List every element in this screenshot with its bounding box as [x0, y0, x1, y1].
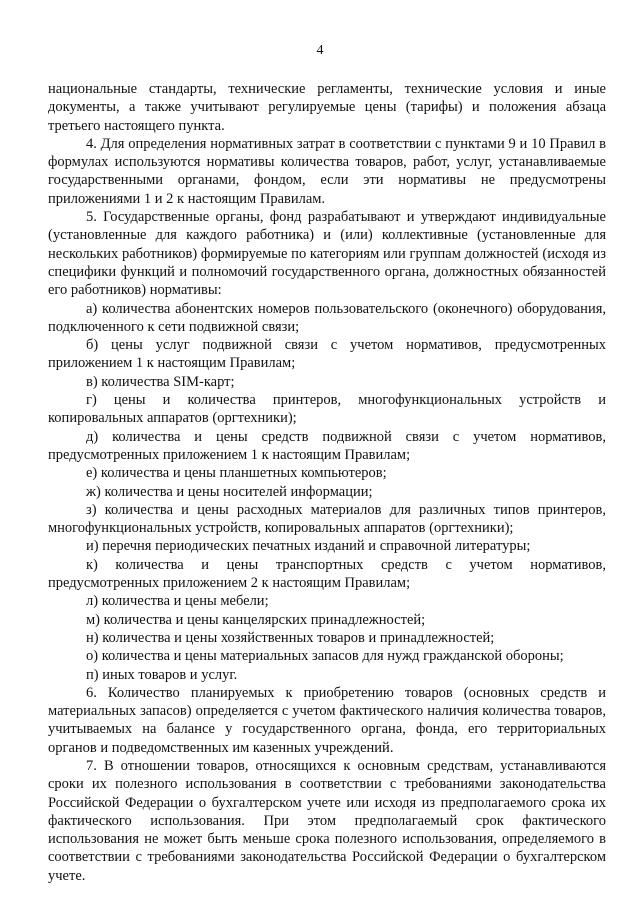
paragraph-item-5: 5. Государственные органы, фонд разрабатывают и утверждают индивидуальные (установленные для каждого работника) и (или) коллективные (установленные для нескольких работников) формируемые по категориям или группам должностей (исходя из специфики функций и полномочий государственного органа, должностных обязанностей его работников) нормативы:	[48, 209, 606, 299]
paragraph-item-7: 7. В отношении товаров, относящихся к основным средствам, устанавливаются сроки их полезного использования в соответствии с требованиями законодательства Российской Федерации о бухгалтерском учете или исходя из предполагаемого срока их фактического использования. При этом предполагаемый срок фактического использования не может быть меньше срока полезного использования, определяемого в соответствии с требованиями законодательства Российской Федерации о бухгалтерском учете.	[48, 757, 606, 884]
subitem-g: г) цены и количества принтеров, многофункциональных устройств и копировальных аппаратов (оргтехники);	[48, 392, 606, 427]
page-number: 4	[316, 43, 324, 58]
subitem-i: и) перечня периодических печатных изданий и справочной литературы;	[86, 538, 531, 555]
subitem-k: к) количества и цены транспортных средств с учетом нормативов, предусмотренных приложением 2 к настоящим Правилам;	[48, 556, 606, 592]
subitem-z: з) количества и цены расходных материалов для различных типов принтеров, многофункциональных устройств, копировальных аппаратов (оргтехники);	[48, 501, 606, 537]
document-body	[48, 80, 606, 885]
subitem-zh: ж) количества и цены носителей информации;	[86, 483, 373, 500]
paragraph-item-4: 4. Для определения нормативных затрат в соответствии с пунктами 9 и 10 Правил в формулах используются нормативы количества товаров, работ, услуг, устанавливаемые государственными органами, фондом, если эти нормативы не предусмотрены приложениями 1 и 2 к настоящим Правилам.	[48, 135, 606, 207]
subitem-n: н) количества и цены хозяйственных товаров и принадлежностей;	[86, 629, 495, 646]
subitem-b: б) цены услуг подвижной связи с учетом нормативов, предусмотренных приложением 1 к настоящим Правилам;	[48, 337, 606, 372]
subitem-d: д) количества и цены средств подвижной связи с учетом нормативов, предусмотренных приложением 1 к настоящим Правилам;	[48, 428, 606, 463]
subitem-e: е) количества и цены планшетных компьютеров;	[86, 465, 387, 482]
paragraph-continuation: национальные стандарты, технические регламенты, технические условия и иные документы, а также учитывают регулируемые цены (тарифы) и положения абзаца третьего настоящего пункта.	[48, 81, 606, 134]
subitem-p: п) иных товаров и услуг.	[86, 666, 238, 683]
subitem-v: в) количества SIM-карт;	[86, 373, 235, 390]
subitem-m: м) количества и цены канцелярских принадлежностей;	[86, 611, 426, 628]
subitem-o: о) количества и цены материальных запасов для нужд гражданской обороны;	[86, 648, 564, 665]
subitem-l: л) количества и цены мебели;	[86, 593, 269, 610]
subitem-a: а) количества абонентских номеров пользовательского (оконечного) оборудования, подключенного к сети подвижной связи;	[48, 300, 606, 335]
paragraph-item-6: 6. Количество планируемых к приобретению товаров (основных средств и материальных запасов) определяется с учетом фактического наличия количества товаров, учитываемых на балансе у государственного органа, фонда, его территориальных органов и подведомственных им казенных учреждений.	[48, 684, 606, 756]
